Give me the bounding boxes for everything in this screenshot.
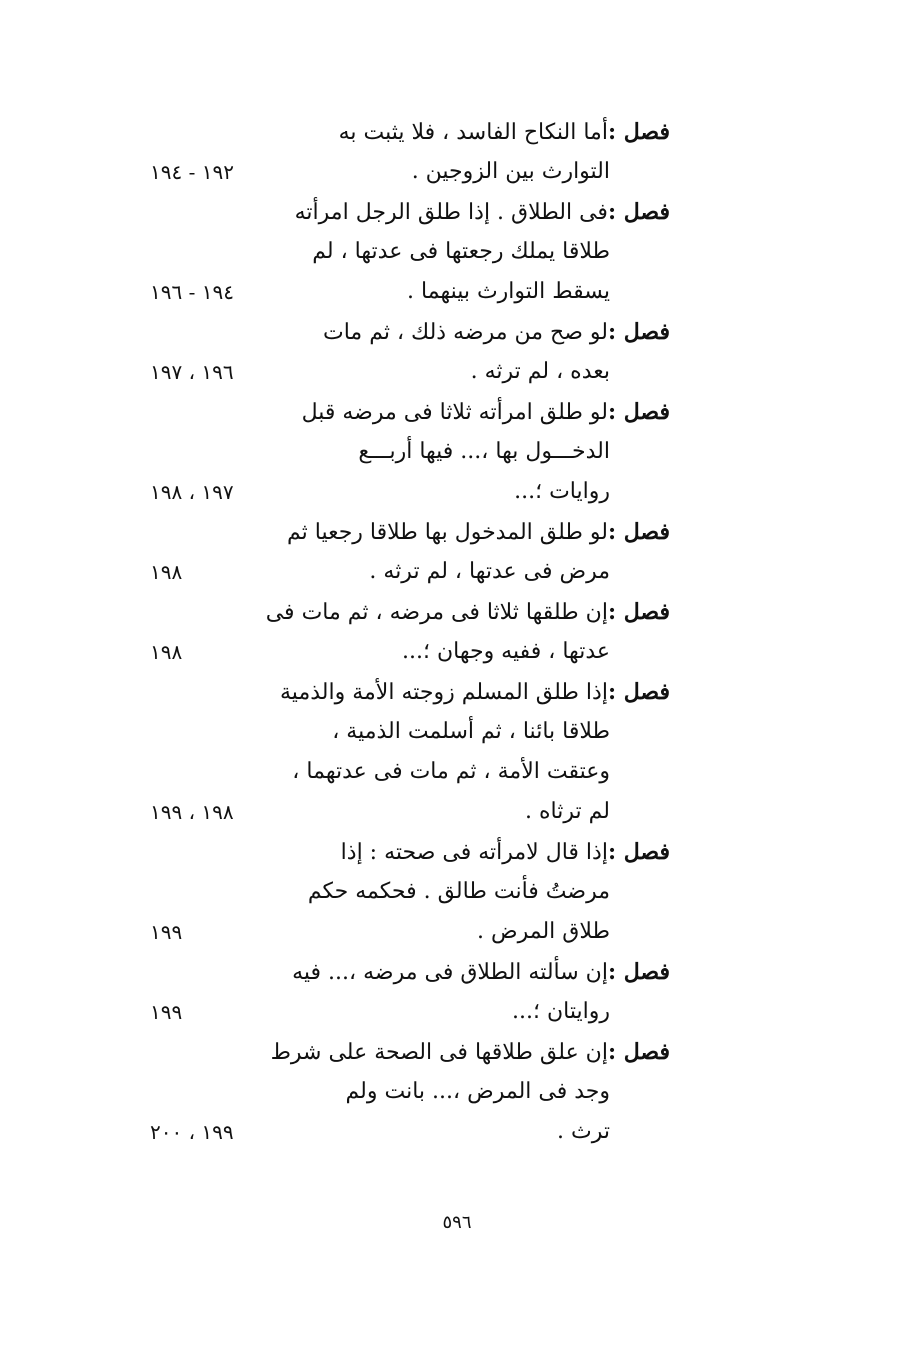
entry-line: مرضتُ فأنت طالق . فحكمه حكم xyxy=(307,879,610,904)
entry-line: ترث . xyxy=(557,1119,610,1144)
entry-line: روايات ؛... xyxy=(514,479,610,504)
entry-line: لم ترثاه . xyxy=(525,799,610,824)
entry-line xyxy=(270,1032,670,1072)
entry-line-text: لو صح من مرضه ذلك ، ثم مات xyxy=(323,320,608,345)
entry-line xyxy=(300,832,670,872)
entry-line-text: إذا قال لامرأته فى صحته : إذا xyxy=(340,840,608,865)
entry-label: فصل : xyxy=(607,399,670,425)
entry-pages: ١٩٢ - ١٩٤ xyxy=(150,160,234,184)
entry-label: فصل : xyxy=(607,679,670,705)
entry-text xyxy=(286,512,670,592)
page-number: ٥٩٦ xyxy=(442,1212,472,1233)
table-of-contents xyxy=(150,112,670,1152)
entry-line: الدخـــول بها ،... فيها أربـــع xyxy=(358,439,610,464)
entry-pages: ١٩٨ xyxy=(150,640,183,664)
entry-line: يسقط التوارث بينهما . xyxy=(407,279,610,304)
entry-pages: ١٩٩ xyxy=(150,920,183,944)
entry-label: فصل : xyxy=(607,839,670,865)
toc-entry xyxy=(150,192,670,312)
entry-text xyxy=(280,672,670,832)
toc-entry xyxy=(150,112,670,192)
entry-line xyxy=(300,312,670,352)
entry-text xyxy=(294,192,670,312)
entry-line: عدتها ، ففيه وجهان ؛... xyxy=(402,639,610,664)
entry-line: مرض فى عدتها ، لم ترثه . xyxy=(369,559,610,584)
toc-entry xyxy=(150,312,670,392)
entry-label: فصل : xyxy=(607,519,670,545)
entry-line: بعده ، لم ترثه . xyxy=(470,359,610,384)
entry-label: فصل : xyxy=(607,599,670,625)
entry-pages: ١٩٧ ، ١٩٨ xyxy=(150,480,234,504)
entry-line-text: إذا طلق المسلم زوجته الأمة والذمية xyxy=(280,680,608,705)
entry-line-text: أما النكاح الفاسد ، فلا يثبت به xyxy=(338,120,608,145)
entry-text xyxy=(265,592,670,672)
entry-line: طلاقا يملك رجعتها فى عدتها ، لم xyxy=(312,239,610,264)
entry-label: فصل : xyxy=(607,959,670,985)
entry-line: التوارث بين الزوجين . xyxy=(411,159,610,184)
toc-entry xyxy=(150,672,670,832)
entry-line xyxy=(300,392,670,432)
entry-line xyxy=(286,512,670,552)
entry-pages: ١٩٤ - ١٩٦ xyxy=(150,280,234,304)
entry-pages: ١٩٩ ، ٢٠٠ xyxy=(150,1120,234,1144)
entry-text xyxy=(300,392,670,512)
entry-line-text: لو طلق امرأته ثلاثا فى مرضه قبل xyxy=(301,400,608,425)
entry-line: طلاق المرض . xyxy=(477,919,610,944)
entry-line xyxy=(294,192,670,232)
entry-label: فصل : xyxy=(607,199,670,225)
entry-text xyxy=(270,1032,670,1152)
toc-entry xyxy=(150,392,670,512)
entry-line xyxy=(265,592,670,632)
toc-entry xyxy=(150,592,670,672)
entry-text xyxy=(300,832,670,952)
entry-line-text: إن علق طلاقها فى الصحة على شرط xyxy=(270,1040,608,1065)
entry-line-text: لو طلق المدخول بها طلاقا رجعيا ثم xyxy=(286,520,608,545)
toc-entry xyxy=(150,1032,670,1152)
entry-pages: ١٩٨ xyxy=(150,560,183,584)
entry-pages: ١٩٩ xyxy=(150,1000,183,1024)
entry-label: فصل : xyxy=(607,319,670,345)
entry-text xyxy=(300,112,670,192)
toc-entry xyxy=(150,512,670,592)
entry-line xyxy=(280,672,670,712)
entry-label: فصل : xyxy=(607,1039,670,1065)
entry-line-text: فى الطلاق . إذا طلق الرجل امرأته xyxy=(294,200,608,225)
entry-line: روايتان ؛... xyxy=(512,999,610,1024)
entry-pages: ١٩٨ ، ١٩٩ xyxy=(150,800,234,824)
entry-line: وجد فى المرض ،... بانت ولم xyxy=(345,1079,610,1104)
entry-line-text: إن سألته الطلاق فى مرضه ،... فيه xyxy=(292,960,608,985)
entry-line xyxy=(300,112,670,152)
entry-line: طلاقا بائنا ، ثم أسلمت الذمية ، xyxy=(332,719,610,744)
entry-pages: ١٩٦ ، ١٩٧ xyxy=(150,360,234,384)
entry-text xyxy=(292,952,670,1032)
entry-line xyxy=(292,952,670,992)
entry-label: فصل : xyxy=(607,119,670,145)
toc-entry xyxy=(150,952,670,1032)
entry-line: وعتقت الأمة ، ثم مات فى عدتهما ، xyxy=(292,759,610,784)
toc-entry xyxy=(150,832,670,952)
entry-text xyxy=(300,312,670,392)
entry-line-text: إن طلقها ثلاثا فى مرضه ، ثم مات فى xyxy=(265,600,608,625)
